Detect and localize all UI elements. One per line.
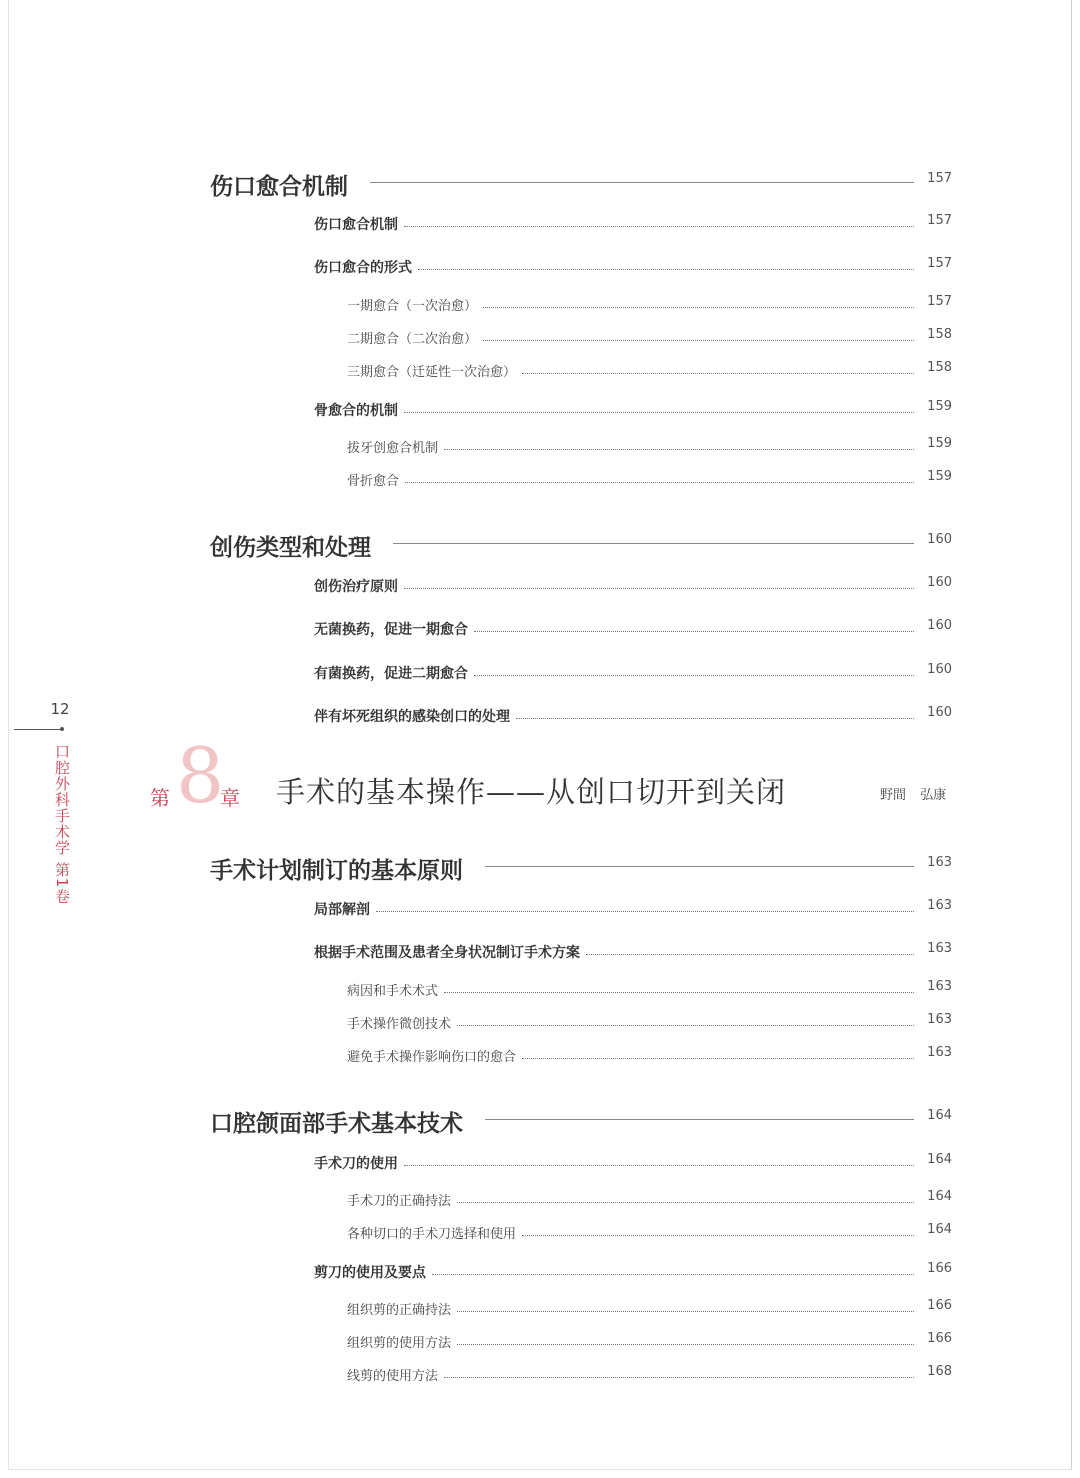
toc-entry-title: 各种切口的手术刀选择和使用: [347, 1227, 517, 1242]
toc-entry: [0, 852, 1080, 882]
toc-entry-title: 伤口愈合机制: [210, 174, 348, 200]
toc-entry-page: 166: [927, 1331, 952, 1346]
toc-dot-leader: [483, 340, 914, 341]
toc-entry-page: 160: [927, 575, 952, 590]
toc-entry: [0, 1256, 1080, 1286]
toc-entry-title: 创伤类型和处理: [210, 535, 371, 561]
toc-entry-title: 无菌换药，促进一期愈合: [314, 622, 468, 638]
toc-dot-leader: [522, 1235, 914, 1236]
toc-entry: [0, 1147, 1080, 1177]
toc-entry: [0, 1184, 1080, 1214]
toc-entry-title: 组织剪的正确持法: [347, 1303, 452, 1318]
toc-dot-leader: [404, 1165, 914, 1166]
toc-entry-page: 164: [927, 1108, 952, 1123]
toc-entry-title: 伤口愈合的形式: [314, 260, 412, 276]
toc-entry-page: 163: [927, 855, 952, 870]
toc-entry: [0, 431, 1080, 461]
toc-entry: [0, 464, 1080, 494]
toc-entry-page: 158: [927, 360, 952, 375]
toc-entry: [0, 394, 1080, 424]
chapter-number: 8: [176, 731, 225, 820]
toc-dot-leader: [418, 269, 914, 270]
toc-dot-leader: [516, 718, 914, 719]
toc-entry-page: 163: [927, 941, 952, 956]
toc-dot-leader: [444, 449, 914, 450]
toc-entry-title: 局部解剖: [314, 902, 370, 918]
toc-entry: [0, 1105, 1080, 1135]
toc-entry-title: 病因和手术术式: [347, 984, 439, 999]
toc-entry: [0, 289, 1080, 319]
toc-entry-title: 口腔颌面部手术基本技术: [210, 1111, 463, 1137]
toc-dot-leader: [444, 992, 914, 993]
toc-entry-title: 手术刀的正确持法: [347, 1194, 452, 1209]
toc-entry: [0, 1217, 1080, 1247]
toc-entry-page: 159: [927, 436, 952, 451]
toc-entry: [0, 1007, 1080, 1037]
toc-entry-title: 骨折愈合: [347, 474, 400, 489]
toc-entry-title: 二期愈合（二次治愈）: [347, 332, 478, 347]
toc-entry-title: 根据手术范围及患者全身状况制订手术方案: [314, 945, 580, 961]
toc-entry-page: 163: [927, 1045, 952, 1060]
toc-rule: [485, 1119, 914, 1120]
toc-dot-leader: [404, 412, 914, 413]
toc-entry-page: 158: [927, 327, 952, 342]
toc-dot-leader: [405, 482, 914, 483]
toc-entry-page: 166: [927, 1261, 952, 1276]
toc-entry-title: 有菌换药，促进二期愈合: [314, 666, 468, 682]
toc-entry-title: 组织剪的使用方法: [347, 1336, 452, 1351]
toc-entry-page: 157: [927, 171, 952, 186]
toc-entry-title: 伴有坏死组织的感染创口的处理: [314, 709, 510, 725]
toc-dot-leader: [457, 1311, 914, 1312]
toc-entry-page: 163: [927, 1012, 952, 1027]
toc-entry: [0, 355, 1080, 385]
toc-entry: [0, 322, 1080, 352]
toc-entry-page: 159: [927, 469, 952, 484]
book-title: 口腔外科手术学 第1卷: [53, 744, 71, 905]
toc-entry: [0, 1359, 1080, 1389]
toc-entry-page: 168: [927, 1364, 952, 1379]
toc-entry: [0, 208, 1080, 238]
toc-dot-leader: [474, 675, 914, 676]
toc-entry: [0, 700, 1080, 730]
toc-entry: [0, 168, 1080, 198]
toc-dot-leader: [376, 911, 914, 912]
chapter-title: 手术的基本操作——从创口切开到关闭: [276, 775, 787, 809]
chapter-author: 野間 弘康: [880, 788, 947, 803]
toc-entry-title: 创伤治疗原则: [314, 579, 398, 595]
toc-entry-title: 手术操作微创技术: [347, 1017, 452, 1032]
toc-entry: [0, 657, 1080, 687]
chapter-prefix: 第: [150, 786, 170, 810]
toc-entry: [0, 1040, 1080, 1070]
toc-dot-leader: [457, 1025, 914, 1026]
toc-entry: [0, 1326, 1080, 1356]
toc-entry-page: 157: [927, 256, 952, 271]
toc-entry-title: 剪刀的使用及要点: [314, 1265, 426, 1281]
toc-entry-page: 166: [927, 1298, 952, 1313]
toc-entry-page: 160: [927, 705, 952, 720]
toc-entry: [0, 893, 1080, 923]
toc-entry-page: 164: [927, 1189, 952, 1204]
toc-dot-leader: [483, 307, 914, 308]
toc-entry-page: 157: [927, 213, 952, 228]
toc-entry-title: 手术刀的使用: [314, 1156, 398, 1172]
toc-entry-title: 一期愈合（一次治愈）: [347, 299, 478, 314]
page-number: 12: [50, 700, 70, 718]
toc-entry-page: 164: [927, 1152, 952, 1167]
toc-entry: [0, 936, 1080, 966]
toc-entry: [0, 1293, 1080, 1323]
toc-entry-page: 163: [927, 979, 952, 994]
toc-entry: [0, 529, 1080, 559]
toc-entry-title: 伤口愈合机制: [314, 217, 398, 233]
toc-entry-page: 160: [927, 662, 952, 677]
chapter-heading: [0, 731, 1080, 820]
toc-entry-page: 159: [927, 399, 952, 414]
toc-dot-leader: [432, 1274, 914, 1275]
toc-entry: [0, 974, 1080, 1004]
toc-entry: [0, 570, 1080, 600]
toc-dot-leader: [474, 631, 914, 632]
toc-entry-title: 三期愈合（迁延性一次治愈）: [347, 365, 517, 380]
toc-entry-page: 160: [927, 618, 952, 633]
toc-rule: [393, 543, 914, 544]
toc-rule: [370, 182, 914, 183]
toc-dot-leader: [522, 373, 914, 374]
toc-entry: [0, 613, 1080, 643]
toc-dot-leader: [404, 226, 914, 227]
toc-entry-page: 164: [927, 1222, 952, 1237]
toc-entry-title: 手术计划制订的基本原则: [210, 858, 463, 884]
toc-entry: [0, 251, 1080, 281]
toc-entry-page: 157: [927, 294, 952, 309]
toc-entry-page: 160: [927, 532, 952, 547]
toc-dot-leader: [586, 954, 914, 955]
toc-entry-title: 线剪的使用方法: [347, 1369, 439, 1384]
toc-dot-leader: [404, 588, 914, 589]
chapter-suffix: 章: [220, 786, 240, 810]
toc-dot-leader: [522, 1058, 914, 1059]
toc-entry-title: 拔牙创愈合机制: [347, 441, 439, 456]
toc-dot-leader: [457, 1344, 914, 1345]
toc-entry-page: 163: [927, 898, 952, 913]
toc-dot-leader: [457, 1202, 914, 1203]
toc-entry-title: 骨愈合的机制: [314, 403, 398, 419]
toc-rule: [485, 866, 914, 867]
toc-dot-leader: [444, 1377, 914, 1378]
toc-entry-title: 避免手术操作影响伤口的愈合: [347, 1050, 517, 1065]
